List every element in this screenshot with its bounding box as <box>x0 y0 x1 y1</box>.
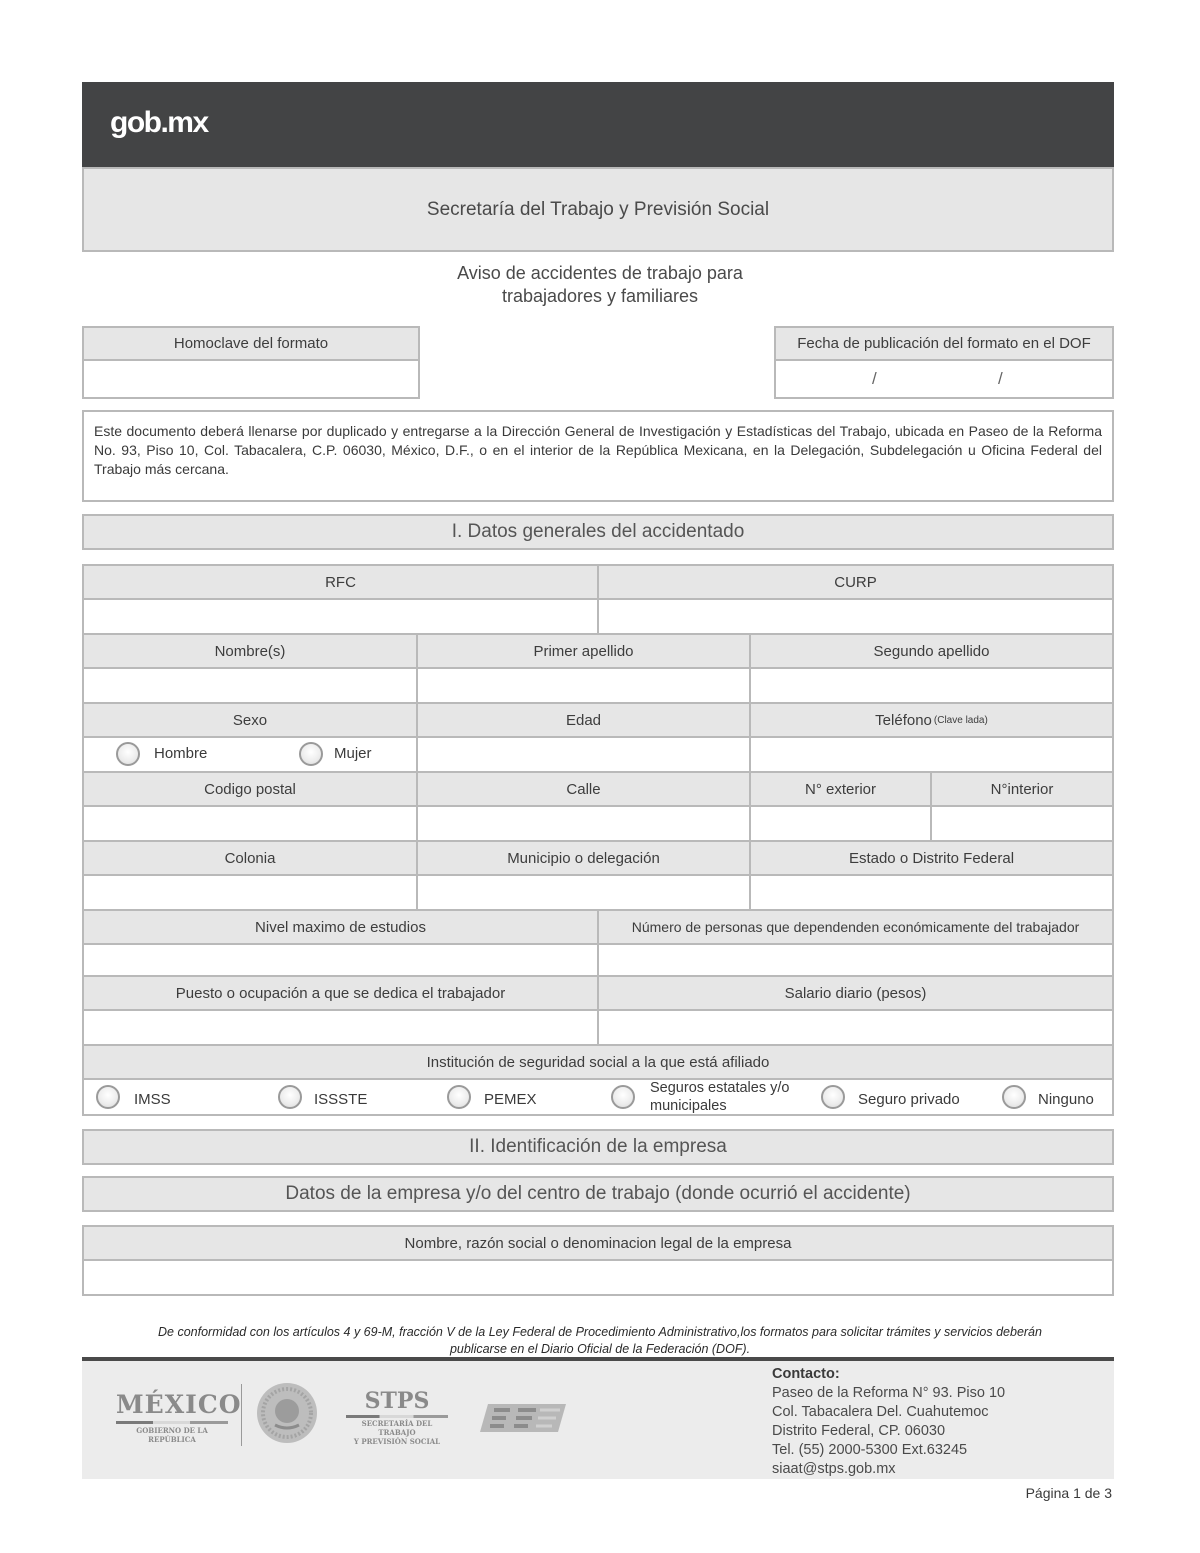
municipio-label: Municipio o delegación <box>416 840 751 876</box>
nivel-estudios-field[interactable] <box>82 943 599 977</box>
page-number: Página 1 de 3 <box>1025 1485 1112 1501</box>
contact-title: Contacto: <box>772 1366 840 1382</box>
razon-social-field[interactable] <box>82 1259 1114 1296</box>
secretaria-header: Secretaría del Trabajo y Previsión Social <box>82 167 1114 252</box>
rfc-field[interactable] <box>82 598 599 635</box>
radio-ninguno-label: Ninguno <box>1038 1091 1094 1108</box>
calle-label: Calle <box>416 771 751 807</box>
stps-logo <box>342 1388 452 1446</box>
contact-line: Tel. (55) 2000-5300 Ext.63245 <box>772 1442 968 1458</box>
razon-social-label: Nombre, razón social o denominacion legal de la empresa <box>82 1225 1114 1261</box>
homoclave-label: Homoclave del formato <box>82 326 420 361</box>
codigo-postal-label: Codigo postal <box>82 771 418 807</box>
stps-logo-text: STPS <box>364 1388 430 1414</box>
radio-mujer[interactable] <box>299 742 323 766</box>
national-seal-icon <box>255 1381 319 1450</box>
radio-pemex[interactable] <box>447 1085 471 1109</box>
radio-mujer-label: Mujer <box>334 745 372 762</box>
calle-field[interactable] <box>416 805 751 842</box>
contact-line: Paseo de la Reforma N° 93. Piso 10 <box>772 1385 1006 1401</box>
radio-seguros-estatales[interactable] <box>611 1085 635 1109</box>
nivel-estudios-label: Nivel maximo de estudios <box>82 909 599 945</box>
curp-label: CURP <box>597 564 1114 600</box>
radio-imss[interactable] <box>96 1085 120 1109</box>
radio-issste-label: ISSSTE <box>314 1091 368 1108</box>
sexo-label: Sexo <box>82 702 418 738</box>
top-banner <box>82 82 1114 167</box>
primer-apellido-field[interactable] <box>416 667 751 704</box>
legal-notice <box>100 1324 1100 1358</box>
telefono-label-text: Teléfono <box>875 711 932 729</box>
instructions-notice: Este documento deberá llenarse por duplicado y entregarse a la Dirección General de Investigación y Estadísticas del Trabajo, ubicada en Paseo de la Reforma No. 93, Piso 10, Col. Tabacalera, C.P. 06030, México, D.F., o en el interior de la República Mexicana, en la Delegación, Subdelegación u Oficina Federal del Trabajo más cercana. <box>82 410 1114 502</box>
puesto-field[interactable] <box>82 1009 599 1046</box>
contact-email: siaat@stps.gob.mx <box>772 1461 896 1477</box>
edad-label: Edad <box>416 702 751 738</box>
stps-logo-sub-1: SECRETARÍA DEL TRABAJO <box>361 1419 433 1437</box>
no-exterior-label: N° exterior <box>749 771 932 807</box>
edad-field[interactable] <box>416 736 751 773</box>
radio-seguro-privado-label: Seguro privado <box>858 1091 960 1108</box>
segundo-apellido-field[interactable] <box>749 667 1114 704</box>
salario-label: Salario diario (pesos) <box>597 975 1114 1011</box>
fecha-dof-field[interactable] <box>774 359 1114 399</box>
date-separator: / <box>998 369 1003 388</box>
document-title <box>82 262 1118 308</box>
homoclave-field[interactable] <box>82 359 420 399</box>
partner-logo-icon <box>476 1396 570 1443</box>
section-2-subtitle: Datos de la empresa y/o del centro de trabajo (donde ocurrió el accidente) <box>82 1176 1114 1212</box>
title-line-2: trabajadores y familiares <box>501 286 699 306</box>
dependientes-label: Número de personas que dependenden económicamente del trabajador <box>597 909 1114 945</box>
section-1-title: I. Datos generales del accidentado <box>82 514 1114 550</box>
contact-line: Col. Tabacalera Del. Cuahutemoc <box>772 1404 989 1420</box>
nombre-field[interactable] <box>82 667 418 704</box>
mexico-logo-text: MÉXICO <box>116 1390 242 1419</box>
dependientes-field[interactable] <box>597 943 1114 977</box>
radio-ninguno[interactable] <box>1002 1085 1026 1109</box>
radio-hombre-label: Hombre <box>154 745 208 762</box>
date-separator: / <box>872 369 877 388</box>
codigo-postal-field[interactable] <box>82 805 418 842</box>
gobmx-logo: gob.mx <box>110 106 208 139</box>
nombre-label: Nombre(s) <box>82 633 418 669</box>
telefono-note: (Clave lada) <box>933 714 988 726</box>
salario-field[interactable] <box>597 1009 1114 1046</box>
municipio-field[interactable] <box>416 874 751 911</box>
primer-apellido-label: Primer apellido <box>416 633 751 669</box>
curp-field[interactable] <box>597 598 1114 635</box>
radio-seguros-estatales-label: Seguros estatales y/o municipales <box>650 1080 790 1114</box>
colonia-field[interactable] <box>82 874 418 911</box>
radio-issste[interactable] <box>278 1085 302 1109</box>
no-interior-label: N°interior <box>930 771 1114 807</box>
stps-logo-sub-2: Y PREVISIÓN SOCIAL <box>353 1437 441 1446</box>
telefono-field[interactable] <box>749 736 1114 773</box>
radio-pemex-label: PEMEX <box>484 1091 537 1108</box>
no-exterior-field[interactable] <box>749 805 932 842</box>
puesto-label: Puesto o ocupación a que se dedica el trabajador <box>82 975 599 1011</box>
fecha-dof-label: Fecha de publicación del formato en el DOF <box>774 326 1114 361</box>
legal-line-2: publicarse en el Diario Oficial de la Federación (DOF). <box>449 1342 751 1356</box>
estado-field[interactable] <box>749 874 1114 911</box>
mexico-logo-sub: GOBIERNO DE LA REPÚBLICA <box>136 1426 208 1444</box>
segundo-apellido-label: Segundo apellido <box>749 633 1114 669</box>
contact-line: Distrito Federal, CP. 06030 <box>772 1423 946 1439</box>
section-2-title: II. Identificación de la empresa <box>82 1129 1114 1165</box>
estado-label: Estado o Distrito Federal <box>749 840 1114 876</box>
radio-hombre[interactable] <box>116 742 140 766</box>
legal-line-1: De conformidad con los artículos 4 y 69-M, fracción V de la Ley Federal de Procedimiento Administrativo,los formatos para solicitar trámites y servicios deberán <box>158 1325 1042 1339</box>
no-interior-field[interactable] <box>930 805 1114 842</box>
radio-seguro-privado[interactable] <box>821 1085 845 1109</box>
institucion-label: Institución de seguridad social a la que está afiliado <box>82 1044 1114 1080</box>
colonia-label: Colonia <box>82 840 418 876</box>
rfc-label: RFC <box>82 564 599 600</box>
telefono-label <box>749 702 1114 738</box>
footer-divider <box>241 1384 242 1446</box>
mexico-logo <box>116 1390 242 1444</box>
contact-block <box>772 1365 1005 1479</box>
radio-imss-label: IMSS <box>134 1091 171 1108</box>
title-line-1: Aviso de accidentes de trabajo para <box>457 263 743 283</box>
